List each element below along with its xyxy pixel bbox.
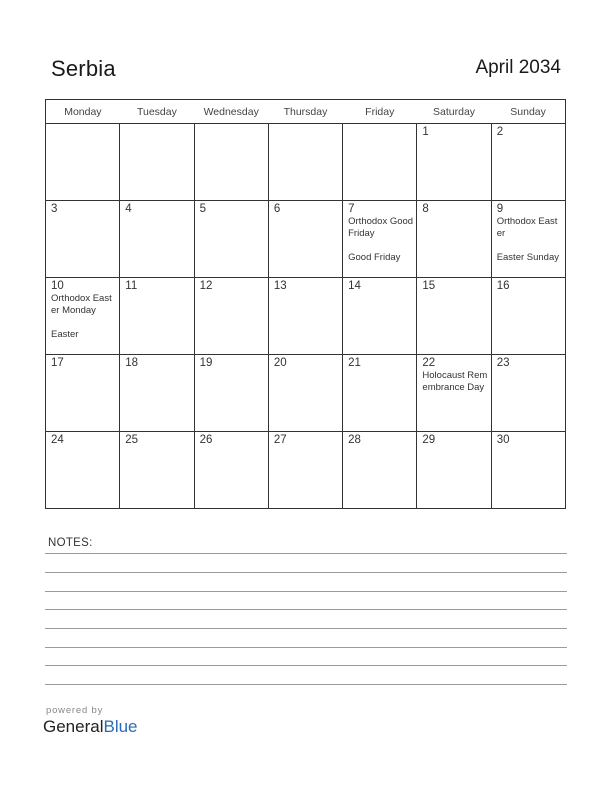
holiday-event: Easter	[51, 329, 79, 340]
day-cell	[120, 278, 194, 355]
day-number: 8	[422, 203, 429, 215]
day-number: 27	[273, 434, 287, 446]
week-row	[46, 201, 566, 278]
note-line	[45, 609, 567, 610]
day-cell	[417, 124, 491, 201]
day-cell	[343, 355, 417, 432]
day-number: 5	[199, 203, 206, 215]
day-cell	[491, 432, 565, 509]
weekday-monday: Monday	[46, 100, 120, 124]
holiday-event: Orthodox Easter	[496, 216, 558, 239]
month-year-title: April 2034	[475, 57, 561, 78]
day-number: 10	[51, 280, 64, 292]
day-cell	[268, 355, 342, 432]
day-number: 30	[496, 434, 510, 446]
day-number: 20	[273, 357, 287, 369]
day-cell	[491, 355, 565, 432]
day-number: 15	[422, 280, 436, 292]
holiday-event: Holocaust Remembrance Day	[422, 370, 488, 393]
note-line	[45, 572, 567, 573]
day-cell	[268, 201, 342, 278]
day-number: 9	[496, 203, 504, 215]
note-line	[45, 591, 567, 592]
day-number: 14	[348, 280, 361, 292]
day-cell	[417, 278, 491, 355]
day-number: 6	[273, 203, 281, 215]
day-number: 7	[348, 203, 355, 215]
generalblue-logo	[43, 717, 138, 737]
note-line	[45, 553, 567, 554]
notes-label: NOTES:	[48, 537, 93, 549]
note-line	[45, 647, 567, 648]
day-number: 22	[422, 357, 436, 369]
day-number: 28	[348, 434, 361, 446]
day-number: 29	[422, 434, 436, 446]
day-cell	[491, 124, 565, 201]
weekday-friday: Friday	[343, 100, 417, 124]
country-title: Serbia	[51, 56, 116, 81]
day-number: 21	[348, 357, 361, 369]
day-cell	[46, 278, 120, 355]
day-number: 18	[125, 357, 139, 369]
day-cell	[120, 432, 194, 509]
day-cell	[120, 355, 194, 432]
powered-by-text: powered by	[46, 705, 104, 716]
day-cell	[194, 278, 268, 355]
day-cell	[417, 355, 491, 432]
week-row	[46, 355, 566, 432]
brand-general: General	[43, 717, 104, 736]
note-line	[45, 684, 567, 685]
day-cell	[194, 124, 268, 201]
day-cell	[343, 432, 417, 509]
day-number: 12	[199, 280, 213, 292]
day-number: 17	[51, 357, 64, 369]
day-cell	[46, 432, 120, 509]
weekday-tuesday: Tuesday	[120, 100, 194, 124]
weekday-saturday: Saturday	[417, 100, 491, 124]
day-cell	[343, 278, 417, 355]
day-cell	[194, 201, 268, 278]
holiday-event: Easter Sunday	[496, 252, 560, 263]
day-number: 3	[51, 203, 58, 215]
day-cell	[343, 124, 417, 201]
calendar-grid	[45, 99, 566, 509]
day-number: 19	[199, 357, 213, 369]
week-row	[46, 432, 566, 509]
day-cell	[46, 124, 120, 201]
day-number: 1	[422, 126, 429, 138]
day-cell	[343, 201, 417, 278]
day-cell	[417, 432, 491, 509]
holiday-event: Orthodox Easter Monday	[51, 293, 112, 316]
day-number: 26	[199, 434, 213, 446]
day-number: 23	[496, 357, 510, 369]
weekday-header-row	[46, 100, 566, 124]
day-number: 4	[125, 203, 132, 215]
week-row	[46, 124, 566, 201]
day-number: 16	[496, 280, 510, 292]
day-cell	[120, 124, 194, 201]
weekday-thursday: Thursday	[268, 100, 342, 124]
day-cell	[491, 201, 565, 278]
weekday-wednesday: Wednesday	[194, 100, 268, 124]
day-cell	[268, 278, 342, 355]
day-cell	[417, 201, 491, 278]
day-number: 25	[125, 434, 139, 446]
day-number: 11	[125, 280, 138, 292]
weekday-sunday: Sunday	[491, 100, 565, 124]
day-cell	[194, 432, 268, 509]
note-line	[45, 628, 567, 629]
week-row	[46, 278, 566, 355]
day-cell	[491, 278, 565, 355]
holiday-event: Good Friday	[348, 252, 401, 263]
note-line	[45, 665, 567, 666]
day-cell	[46, 201, 120, 278]
day-cell	[46, 355, 120, 432]
day-cell	[268, 432, 342, 509]
day-cell	[268, 124, 342, 201]
day-number: 24	[51, 434, 64, 446]
holiday-event: Orthodox Good Friday	[348, 216, 414, 239]
day-number: 13	[273, 280, 287, 292]
day-number: 2	[496, 126, 504, 138]
day-cell	[120, 201, 194, 278]
brand-blue: Blue	[103, 717, 138, 736]
day-cell	[194, 355, 268, 432]
